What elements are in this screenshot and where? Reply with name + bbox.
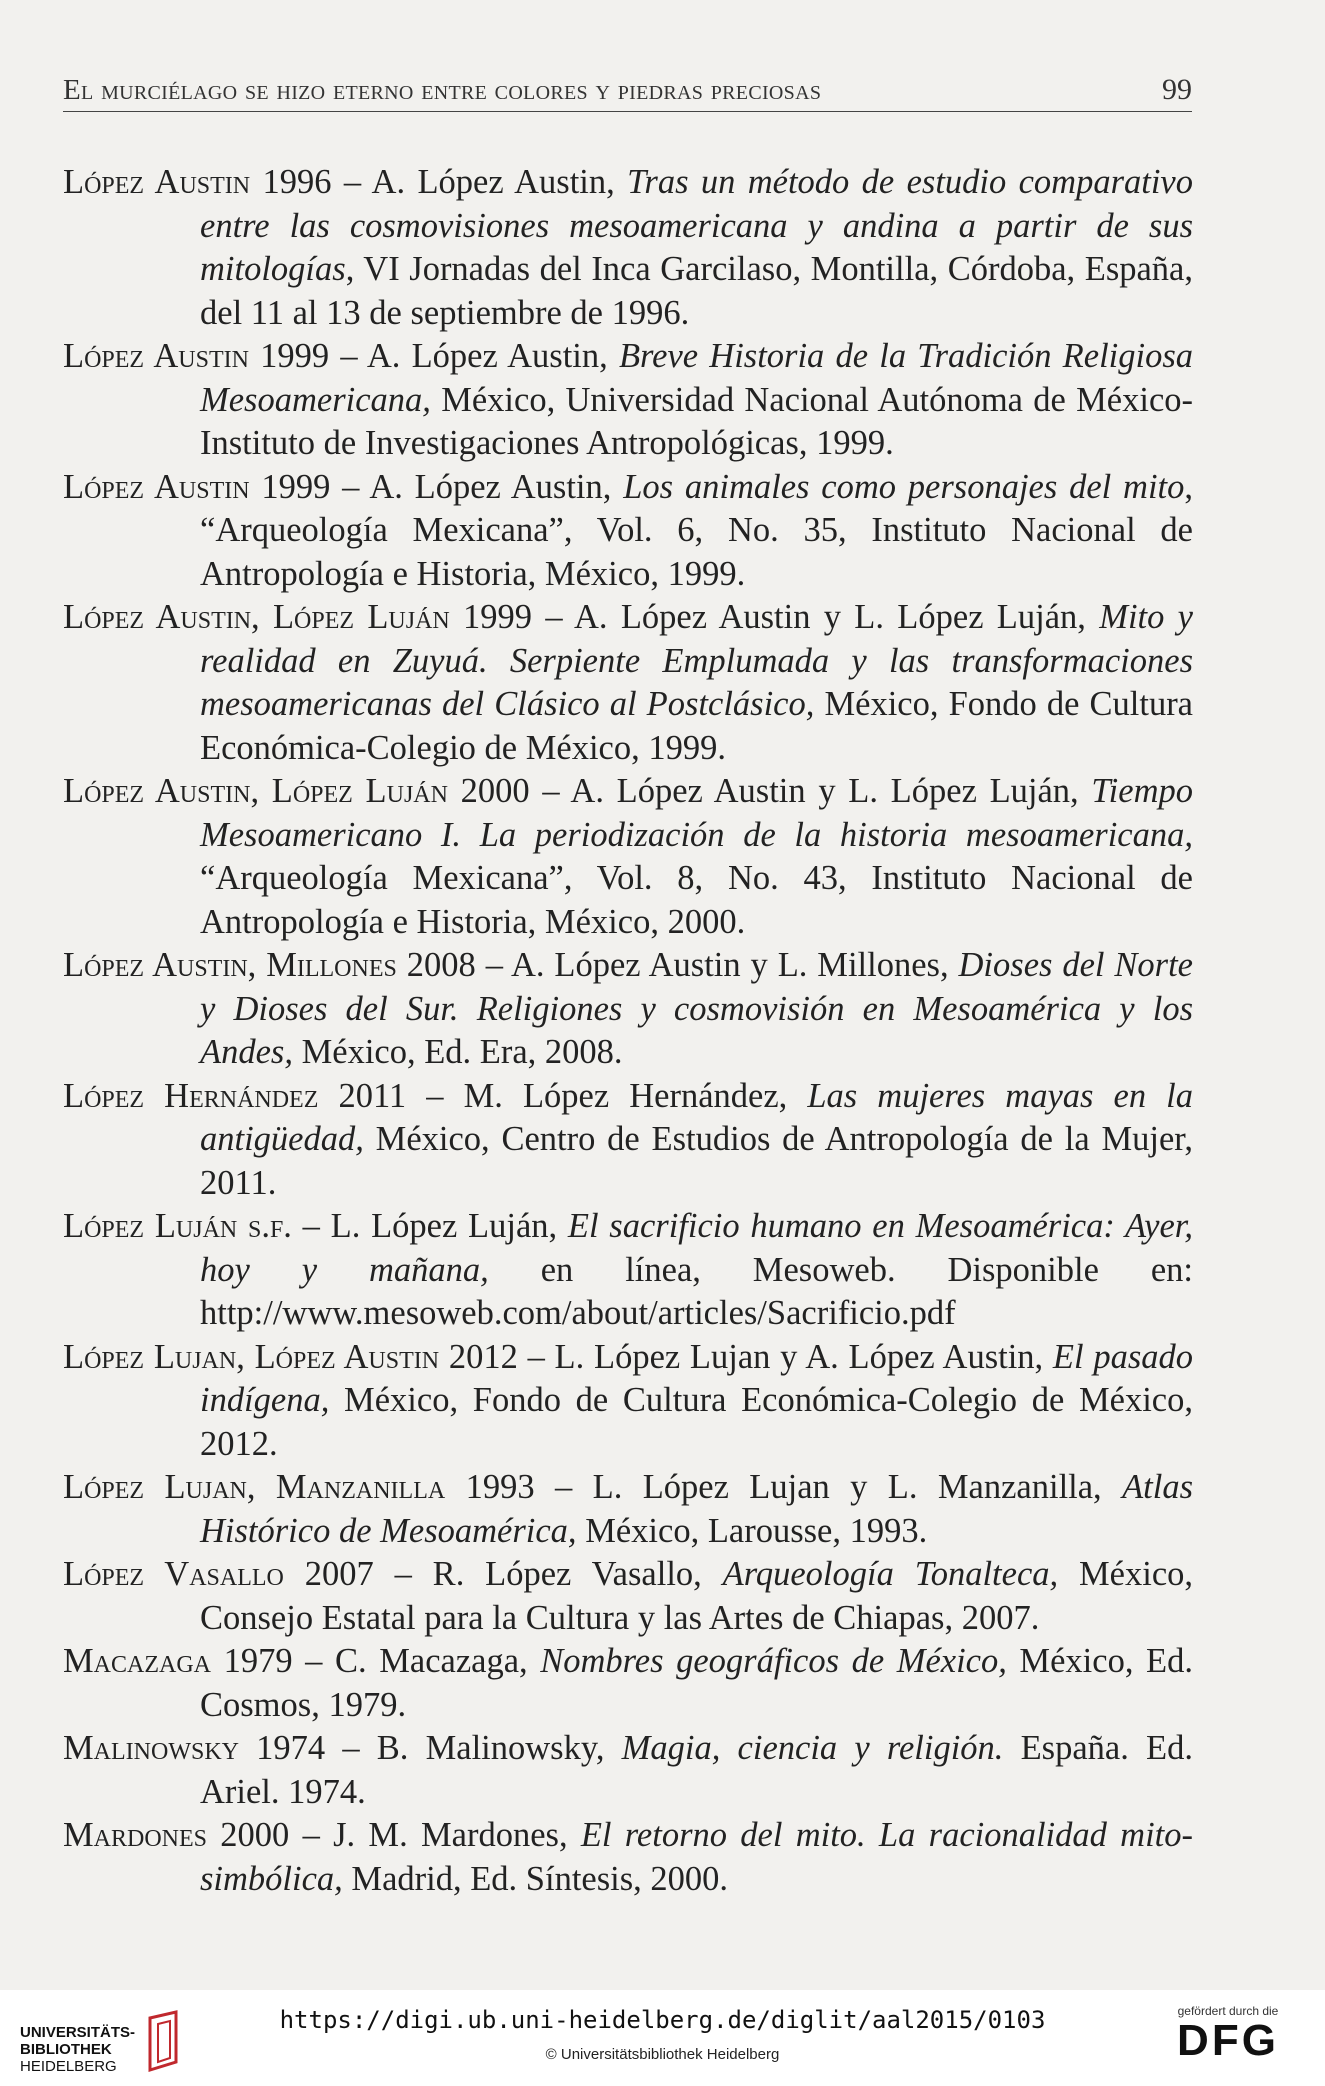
entry-publication: , VI Jornadas del Inca Garcilaso, Montilla, Córdoba, España, del 11 al 13 de septiembre de 1996. bbox=[200, 250, 1193, 332]
entry-key: López Hernández 2011 bbox=[63, 1076, 407, 1115]
entry-key: López Vasallo 2007 bbox=[63, 1555, 374, 1593]
bibliography-entry bbox=[63, 1727, 1193, 1814]
digitization-footer bbox=[0, 1990, 1325, 2086]
entry-author: – C. Macazaga, bbox=[292, 1642, 541, 1680]
entry-author: – L. López Lujan y L. Manzanilla, bbox=[534, 1468, 1123, 1506]
entry-key: López Luján s.f. bbox=[63, 1207, 292, 1245]
bibliography-entry bbox=[63, 466, 1193, 597]
entry-key: Mardones 2000 bbox=[63, 1816, 290, 1854]
entry-author: – A. López Austin, bbox=[330, 467, 624, 506]
bibliography-entry bbox=[63, 1640, 1193, 1727]
entry-key: López Austin, López Luján 2000 bbox=[63, 772, 530, 810]
entry-publication: , “Arqueología Mexicana”, Vol. 6, No. 35, Instituto Nacional de Antropología e Historia, México, 1999. bbox=[200, 467, 1193, 593]
bibliography-entry bbox=[63, 335, 1193, 466]
entry-author: – A. López Austin, bbox=[329, 337, 619, 375]
bibliography-entry bbox=[63, 1075, 1193, 1206]
entry-title: Las mujeres mayas en la antigüedad, bbox=[200, 1076, 1194, 1158]
bibliography-entry bbox=[63, 944, 1193, 1075]
entry-title: Arqueología Tonalteca, bbox=[722, 1555, 1059, 1593]
entry-key: López Lujan, López Austin 2012 bbox=[63, 1337, 518, 1376]
bibliography-entry bbox=[63, 1205, 1193, 1336]
bibliography-entry bbox=[63, 596, 1193, 770]
entry-author: – L. López Lujan y A. López Austin, bbox=[517, 1337, 1053, 1376]
bibliography-entry bbox=[63, 1466, 1193, 1553]
entry-publication: España. Ed. Ariel. 1974. bbox=[200, 1729, 1193, 1811]
entry-publication: México, Universidad Nacional Autónoma de México-Instituto de Investigaciones Antropológicas, 1999. bbox=[200, 380, 1193, 462]
bibliography-entry bbox=[63, 161, 1193, 335]
entry-title: El sacrificio humano en Mesoamérica: Ayer, hoy y mañana, bbox=[200, 1207, 1194, 1289]
entry-author: – J. M. Mardones, bbox=[289, 1816, 581, 1854]
entry-title: Nombres geográficos de México, bbox=[540, 1642, 1007, 1680]
bibliography-entry bbox=[63, 1814, 1193, 1901]
dfg-logo bbox=[1169, 2004, 1287, 2064]
page-header bbox=[63, 70, 1192, 112]
entry-title: Dioses del Norte y Dioses del Sur. Religiones y cosmovisión en Mesoamérica y los Andes, bbox=[200, 946, 1193, 1071]
entry-key: Malinowsky 1974 bbox=[63, 1729, 326, 1767]
entry-title: Los animales como personajes del mito bbox=[623, 467, 1185, 506]
entry-title: El pasado indígena, bbox=[200, 1337, 1193, 1419]
entry-publication: México, Ed. Era, 2008. bbox=[292, 1033, 623, 1071]
entry-key: López Austin, López Luján 1999 bbox=[63, 598, 533, 636]
bibliography-list bbox=[63, 161, 1193, 1901]
entry-key: López Lujan, Manzanilla 1993 bbox=[63, 1468, 535, 1506]
entry-publication: México, Centro de Estudios de Antropología de la Mujer, 2011. bbox=[200, 1120, 1193, 1202]
entry-key: López Austin 1999 bbox=[63, 337, 330, 375]
entry-publication: Madrid, Ed. Síntesis, 2000. bbox=[342, 1859, 729, 1898]
logo-line-2: BIBLIOTHEK bbox=[20, 2041, 112, 2058]
entry-author: – A. López Austin, bbox=[331, 163, 628, 201]
entry-title: El retorno del mito. La racionalidad mito-simbólica, bbox=[200, 1816, 1193, 1898]
entry-publication: México, Larousse, 1993. bbox=[576, 1511, 928, 1550]
entry-title: Breve Historia de la Tradición Religiosa Mesoamericana, bbox=[200, 337, 1193, 419]
entry-title: Mito y realidad en Zuyuá. Serpiente Emplumada y las transformaciones mesoamericanas del Clásico al Postclásico, bbox=[200, 598, 1193, 723]
logo-line-1: UNIVERSITÄTS- bbox=[20, 2024, 136, 2041]
source-url-link[interactable]: https://digi.ub.uni-heidelberg.de/diglit/aal2015/0103 bbox=[279, 2006, 1046, 2034]
entry-key: López Austin 1996 bbox=[63, 163, 332, 201]
bibliography-entry bbox=[63, 1336, 1193, 1467]
running-head: El murciélago se hizo eterno entre colores y piedras preciosas bbox=[63, 74, 822, 106]
entry-title: Tiempo Mesoamericano I. La periodización de la historia mesoamericana, bbox=[200, 772, 1193, 854]
entry-publication: en línea, Mesoweb. Disponible en: http://www.mesoweb.com/about/articles/Sacrificio.pdf bbox=[200, 1250, 1193, 1332]
dfg-logo-text: DFG bbox=[1177, 2016, 1279, 2065]
entry-author: – A. López Austin y L. López Luján, bbox=[529, 772, 1092, 810]
bibliography-entry bbox=[63, 1553, 1193, 1640]
entry-publication: México, Fondo de Cultura Económica-Colegio de México, 1999. bbox=[200, 685, 1193, 767]
entry-key: López Austin 1999 bbox=[63, 467, 331, 506]
entry-publication: “Arqueología Mexicana”, Vol. 8, No. 43, Instituto Nacional de Antropología e Historia, México, 2000. bbox=[200, 859, 1193, 941]
entry-author: – M. López Hernández, bbox=[406, 1076, 808, 1115]
entry-publication: México, Consejo Estatal para la Cultura y las Artes de Chiapas, 2007. bbox=[200, 1555, 1194, 1637]
entry-publication: México, Fondo de Cultura Económica-Colegio de México, 2012. bbox=[200, 1381, 1193, 1463]
entry-key: López Austin, Millones 2008 bbox=[63, 946, 476, 984]
entry-key: Macazaga 1979 bbox=[63, 1642, 293, 1680]
entry-author: – B. Malinowsky, bbox=[325, 1729, 622, 1767]
entry-author: – A. López Austin y L. Millones, bbox=[475, 946, 959, 984]
logo-line-3: HEIDELBERG bbox=[20, 2058, 117, 2075]
entry-title: Tras un método de estudio comparativo entre las cosmovisiones mesoamericana y andina a partir de sus mitologías bbox=[200, 163, 1193, 288]
entry-author: – A. López Austin y L. López Luján, bbox=[532, 598, 1100, 636]
copyright-notice: © Universitätsbibliothek Heidelberg bbox=[545, 2046, 780, 2063]
page-number: 99 bbox=[1162, 73, 1192, 106]
entry-title: Atlas Histórico de Mesoamérica, bbox=[200, 1468, 1193, 1550]
dfg-caption: gefördert durch die bbox=[1177, 2004, 1279, 2018]
entry-title: Magia, ciencia y religión. bbox=[621, 1729, 1004, 1767]
bibliography-entry bbox=[63, 770, 1193, 944]
entry-author: – R. López Vasallo, bbox=[373, 1555, 723, 1593]
entry-author: – L. López Luján, bbox=[291, 1207, 568, 1245]
entry-publication: México, Ed. Cosmos, 1979. bbox=[200, 1642, 1193, 1724]
